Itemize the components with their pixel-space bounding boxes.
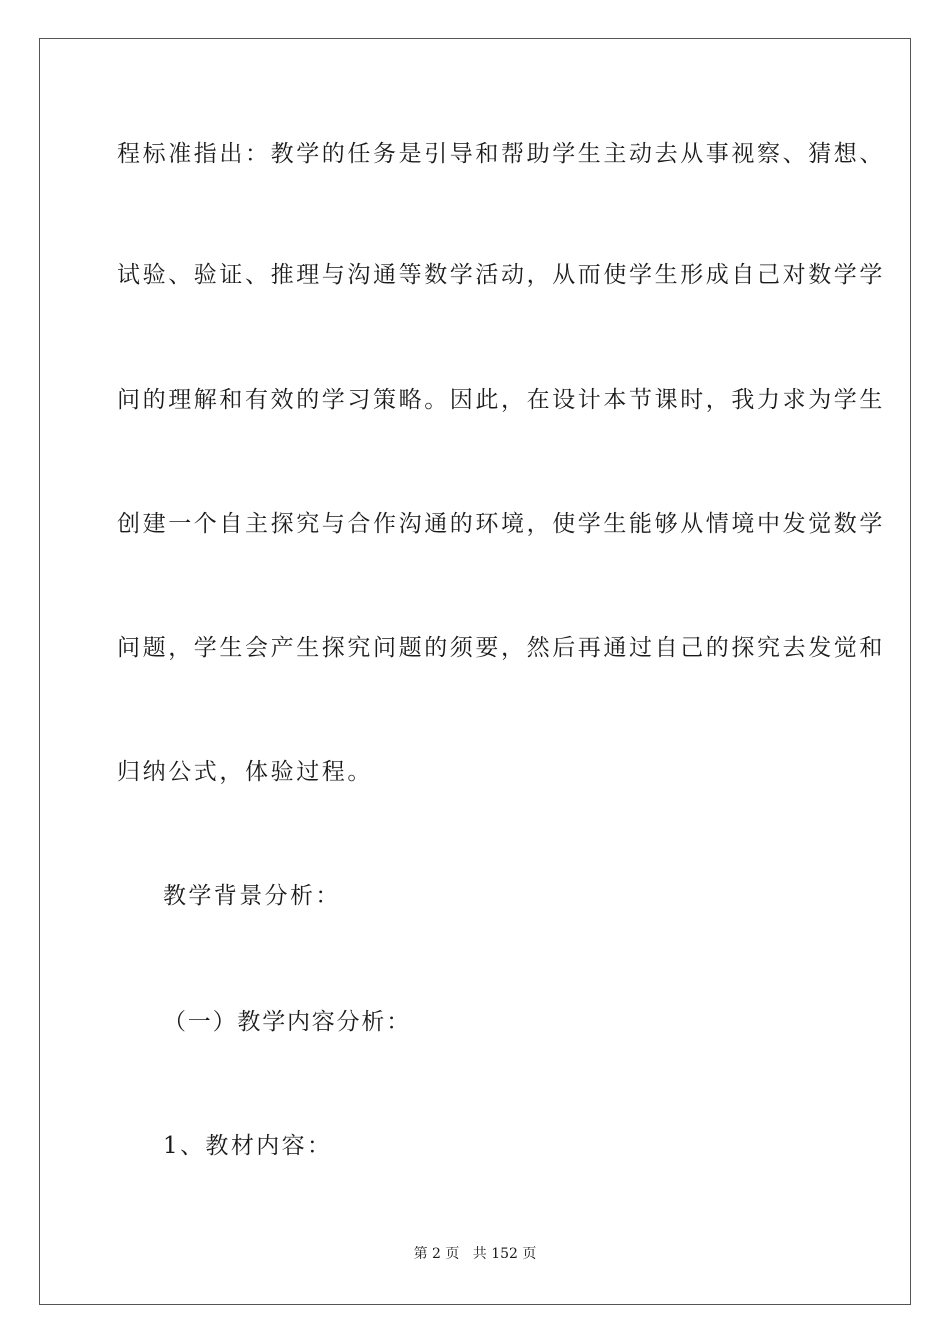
- page-border: [39, 38, 911, 1305]
- body-line-4: 创建一个自主探究与合作沟通的环境，使学生能够从情境中发觉数学: [117, 511, 885, 537]
- heading-content-analysis: （一）教学内容分析：: [163, 1009, 411, 1035]
- page-footer: [0, 1244, 950, 1264]
- body-line-3: 问的理解和有效的学习策略。因此，在设计本节课时，我力求为学生: [117, 387, 885, 413]
- body-line-1: 程标准指出：教学的任务是引导和帮助学生主动去从事视察、猜想、: [117, 141, 885, 167]
- body-line-5: 问题，学生会产生探究问题的须要，然后再通过自己的探究去发觉和: [117, 635, 885, 661]
- body-line-6: 归纳公式，体验过程。: [117, 759, 373, 785]
- page-number: 第 2 页: [413, 1246, 460, 1262]
- heading-material-content: 1、教材内容：: [163, 1133, 333, 1159]
- body-line-2: 试验、验证、推理与沟通等数学活动，从而使学生形成自己对数学学: [117, 262, 885, 288]
- heading-teaching-background: 教学背景分析：: [163, 883, 341, 909]
- page-total: 共 152 页: [472, 1246, 537, 1262]
